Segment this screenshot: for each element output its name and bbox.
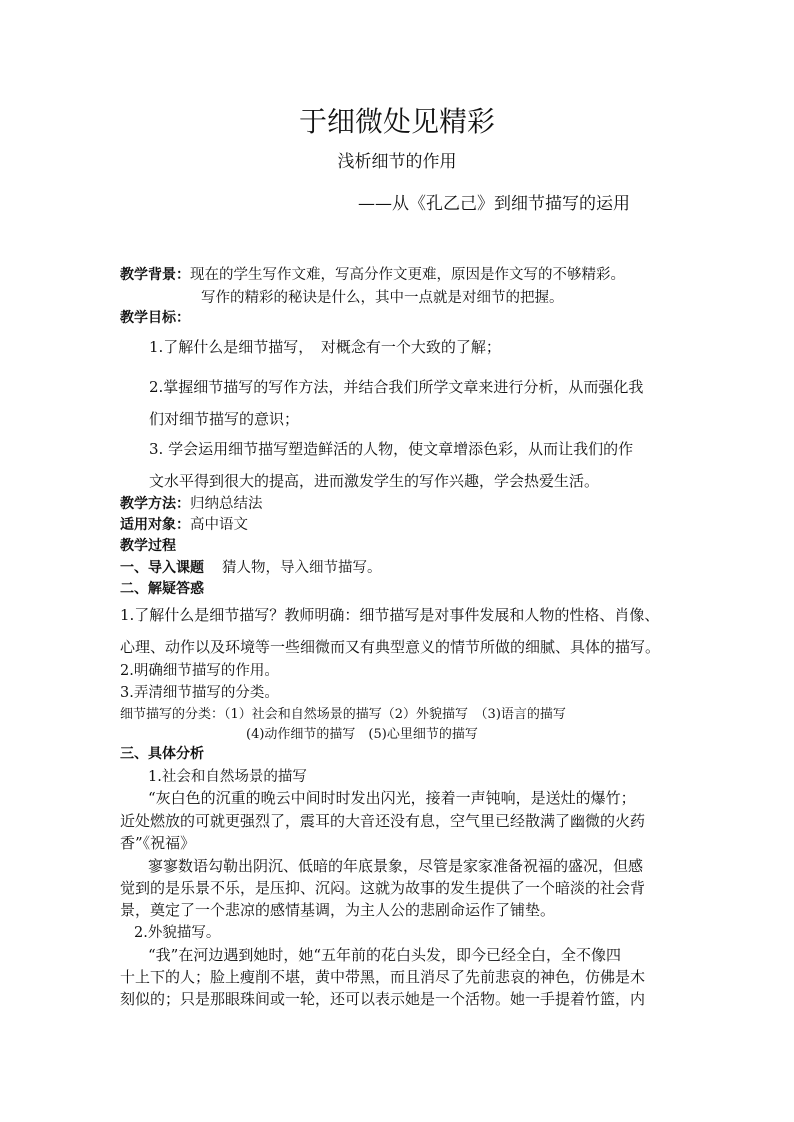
document-subsubtitle: ——从《孔乙己》到细节描写的运用 <box>358 194 630 214</box>
goal-2-line2: 们对细节描写的意识； <box>149 410 300 428</box>
audience-row <box>120 513 248 534</box>
audience-value: 高中语文 <box>190 517 248 533</box>
q1-line2: 心理、动作以及环境等一些细微而又有典型意义的情节所做的细腻、具体的描写。 <box>120 638 661 656</box>
background-row <box>120 263 625 284</box>
section-1-row <box>120 556 382 577</box>
analysis-1-p1-line3: 香”《祝福》 <box>120 834 196 852</box>
document-title: 于细微处见精彩 <box>298 105 495 138</box>
section-1-label: 一、导入课题 <box>120 560 204 576</box>
goal-2-line1: 2.掌握细节描写的写作方法，并结合我们所学文章来进行分析，从而强化我 <box>149 378 644 396</box>
category-line1: 细节描写的分类：（1）社会和自然场景的描写（2）外貌描写 （3)语言的描写 <box>120 707 566 722</box>
method-label: 教学方法： <box>120 496 190 512</box>
analysis-2-p1-line3: 刻似的；只是那眼珠间或一轮，还可以表示她是一个活物。她一手提着竹篮，内 <box>120 990 646 1008</box>
method-value: 归纳总结法 <box>190 496 263 512</box>
section-1-text: 猜人物，导入细节描写。 <box>222 560 382 576</box>
analysis-1-p1-line2: 近处燃放的可就更强烈了，震耳的大音还没有息，空气里已经散满了幽微的火药 <box>120 812 646 830</box>
goals-label: 教学目标： <box>120 310 190 326</box>
background-label: 教学背景： <box>120 267 190 283</box>
q3-line: 3.弄清细节描写的分类。 <box>120 685 279 701</box>
analysis-1-p1-line1: “灰白色的沉重的晚云中间时时发出闪光，接着一声钝响，是送灶的爆竹； <box>148 789 636 807</box>
section-3-label: 三、具体分析 <box>120 746 204 762</box>
method-row <box>120 492 263 513</box>
background-line1: 现在的学生写作文难，写高分作文更难，原因是作文写的不够精彩。 <box>190 267 625 283</box>
audience-label: 适用对象： <box>120 517 190 533</box>
document-subtitle: 浅析细节的作用 <box>337 152 457 172</box>
category-line2: (4)动作细节的描写 (5)心里细节的描写 <box>246 727 478 742</box>
q2-line: 2.明确细节描写的作用。 <box>120 663 279 679</box>
goal-3-line2: 文水平得到很大的提高，进而激发学生的写作兴趣，学会热爱生活。 <box>149 472 600 490</box>
analysis-1-p2-line1: 寥寥数语勾勒出阴沉、低暗的年底景象，尽管是家家准备祝福的盛况，但感 <box>148 857 644 875</box>
analysis-1-p2-line2: 觉到的是乐景不乐，是压抑、沉闷。这就为故事的发生提供了一个暗淡的社会背 <box>120 879 646 897</box>
analysis-2-title: 2.外貌描写。 <box>134 925 221 941</box>
section-2-label: 二、解疑答惑 <box>120 581 204 597</box>
goal-1: 1.了解什么是细节描写， 对概念有一个大致的了解； <box>149 338 501 356</box>
background-line2: 写作的精彩的秘诀是什么，其中一点就是对细节的把握。 <box>201 290 564 306</box>
analysis-1-p2-line3: 景，奠定了一个悲凉的感情基调，为主人公的悲剧命运作了铺垫。 <box>120 901 556 919</box>
analysis-2-p1-line1: “我”在河边遇到她时，她“五年前的花白头发，即今已经全白，全不像四 <box>148 946 622 964</box>
process-label: 教学过程 <box>120 538 176 554</box>
analysis-2-p1-line2: 十上下的人；脸上瘦削不堪，黄中带黑，而且消尽了先前悲哀的神色，仿佛是木 <box>120 968 646 986</box>
goal-3-line1: 3. 学会运用细节描写塑造鲜活的人物，使文章增添色彩，从而让我们的作 <box>149 440 634 458</box>
analysis-1-title: 1.社会和自然场景的描写 <box>148 769 307 785</box>
q1-line1: 1.了解什么是细节描写？教师明确：细节描写是对事件发展和人物的性格、肖像、 <box>120 606 660 624</box>
